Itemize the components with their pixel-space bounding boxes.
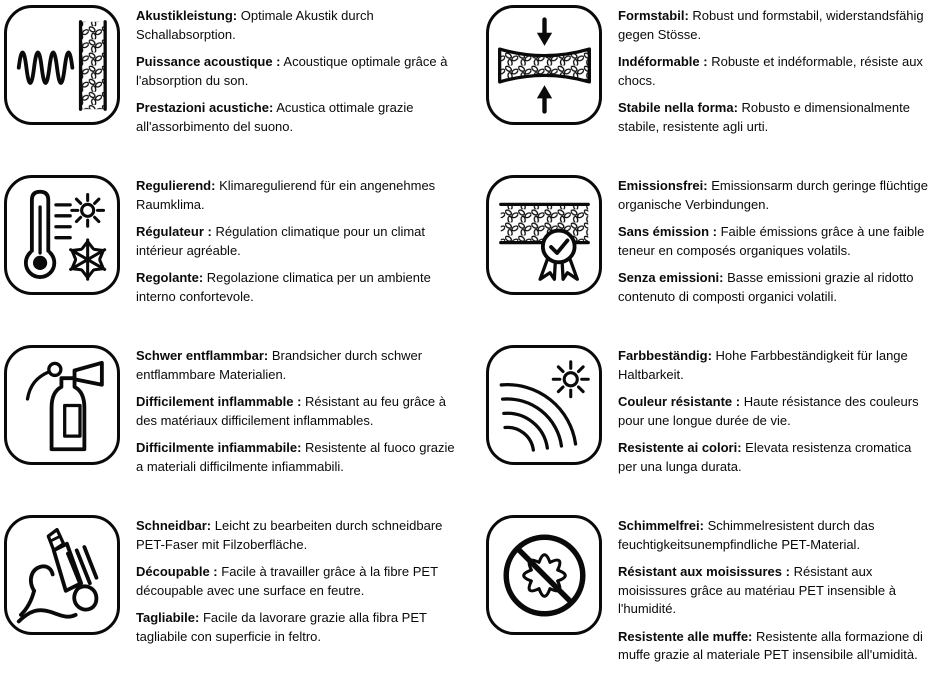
feature-acoustic	[0, 0, 468, 170]
feature-texts	[136, 5, 462, 145]
sun-icon	[71, 194, 103, 226]
text-de: Optimale Akustik durch Schallabsorption.	[136, 8, 374, 42]
label-it: Tagliabile:	[136, 610, 200, 625]
text-fr: Résistant au feu grâce à des matériaux difficilement inflammables.	[136, 394, 446, 428]
climate-regulation-icon	[4, 175, 120, 295]
feature-cuttable	[0, 510, 468, 680]
feature-mold	[468, 510, 936, 680]
low-emission-icon	[486, 175, 602, 295]
text-it: Regolazione climatica per un ambiente interno confortevole.	[136, 270, 431, 304]
feature-texts	[618, 175, 930, 315]
text-fr: Haute résistance des couleurs pour une longue durée de vie.	[618, 394, 919, 428]
feature-texts	[136, 175, 462, 315]
rainbow-arcs	[501, 384, 575, 449]
feature-fire	[0, 340, 468, 510]
text-fr: Faible émissions grâce à une faible teneur en composés organiques volatils.	[618, 224, 925, 258]
text-it: Acustica ottimale grazie all'assorbimento del suono.	[136, 100, 414, 134]
color-fastness-icon	[486, 345, 602, 465]
feature-color	[468, 340, 936, 510]
snowflake-icon	[67, 239, 107, 278]
feature-emission	[468, 170, 936, 340]
label-fr: Indéformable :	[618, 54, 708, 69]
text-fr: Acoustique optimale grâce à l'absorption du son.	[136, 54, 448, 88]
feature-texts	[618, 515, 930, 674]
shape-stability-icon	[486, 5, 602, 125]
text-fr: Régulation climatique pour un climat intérieur agréable.	[136, 224, 426, 258]
text-it: Elevata resistenza cromatica per una lunga durata.	[618, 440, 912, 474]
label-de: Akustikleistung:	[136, 8, 238, 23]
label-fr: Couleur résistante :	[618, 394, 741, 409]
text-it: Resistente al fuoco grazie a materiali difficilmente infiammabili.	[136, 440, 455, 474]
text-de: Emissionsarm durch geringe flüchtige organische Verbindungen.	[618, 178, 928, 212]
label-fr: Difficilement inflammable :	[136, 394, 302, 409]
label-it: Senza emissioni:	[618, 270, 724, 285]
label-it: Regolante:	[136, 270, 204, 285]
label-de: Emissionsfrei:	[618, 178, 708, 193]
text-de: Brandsicher durch schwer entflammbare Materialien.	[136, 348, 423, 382]
text-de: Klimaregulierend für ein angenehmes Raumklima.	[136, 178, 436, 212]
feature-shape-stability	[468, 0, 936, 170]
label-de: Schwer entflammbar:	[136, 348, 269, 363]
label-fr: Résistant aux moisissures :	[618, 564, 790, 579]
label-de: Farbbeständig:	[618, 348, 712, 363]
text-fr: Résistant aux moisissures grâce au matériau PET insensible à l'humidité.	[618, 564, 896, 616]
feature-texts	[136, 345, 462, 485]
text-de: Schimmelresistent durch das feuchtigkeitsunempfindliche PET-Material.	[618, 518, 875, 552]
label-it: Resistente ai colori:	[618, 440, 742, 455]
label-fr: Régulateur :	[136, 224, 212, 239]
text-it: Facile da lavorare grazie alla fibra PET tagliabile con superficie in feltro.	[136, 610, 427, 644]
feature-climate	[0, 170, 468, 340]
text-fr: Facile à travailler grâce à la fibre PET découpable avec une surface en feutre.	[136, 564, 438, 598]
label-de: Formstabil:	[618, 8, 689, 23]
text-it: Basse emissioni grazie al ridotto contenuto di composti organici volatili.	[618, 270, 914, 304]
feature-texts	[618, 5, 930, 145]
text-de: Robust und formstabil, widerstandsfähig gegen Stösse.	[618, 8, 924, 42]
label-fr: Puissance acoustique :	[136, 54, 281, 69]
label-fr: Sans émission :	[618, 224, 717, 239]
cuttable-icon	[4, 515, 120, 635]
text-it: Robusto e dimensionalmente stabile, resistente agli urti.	[618, 100, 910, 134]
feature-texts	[136, 515, 462, 655]
sun-icon	[553, 361, 588, 396]
feature-texts	[618, 345, 930, 485]
label-it: Resistente alle muffe:	[618, 628, 753, 644]
text-fr: Robuste et indéformable, résiste aux chocs.	[618, 54, 923, 88]
text-de: Hohe Farbbeständigkeit für lange Haltbarkeit.	[618, 348, 908, 382]
label-it: Difficilmente infiammabile:	[136, 440, 302, 455]
certificate-ribbon-icon	[540, 230, 577, 279]
text-de: Leicht zu bearbeiten durch schneidbare PET-Faser mit Filzoberfläche.	[136, 518, 443, 552]
text-it: Resistente alla formazione di muffe grazie al materiale PET insensibile all'umidità.	[618, 628, 923, 662]
sound-absorption-icon	[4, 5, 120, 125]
label-it: Stabile nella forma:	[618, 100, 738, 115]
mold-resistance-icon	[486, 515, 602, 635]
label-de: Regulierend:	[136, 178, 216, 193]
fire-resistance-icon	[4, 345, 120, 465]
label-de: Schneidbar:	[136, 518, 212, 533]
label-fr: Découpable :	[136, 564, 218, 579]
label-it: Prestazioni acustiche:	[136, 100, 274, 115]
label-de: Schimmelfrei:	[618, 518, 704, 533]
